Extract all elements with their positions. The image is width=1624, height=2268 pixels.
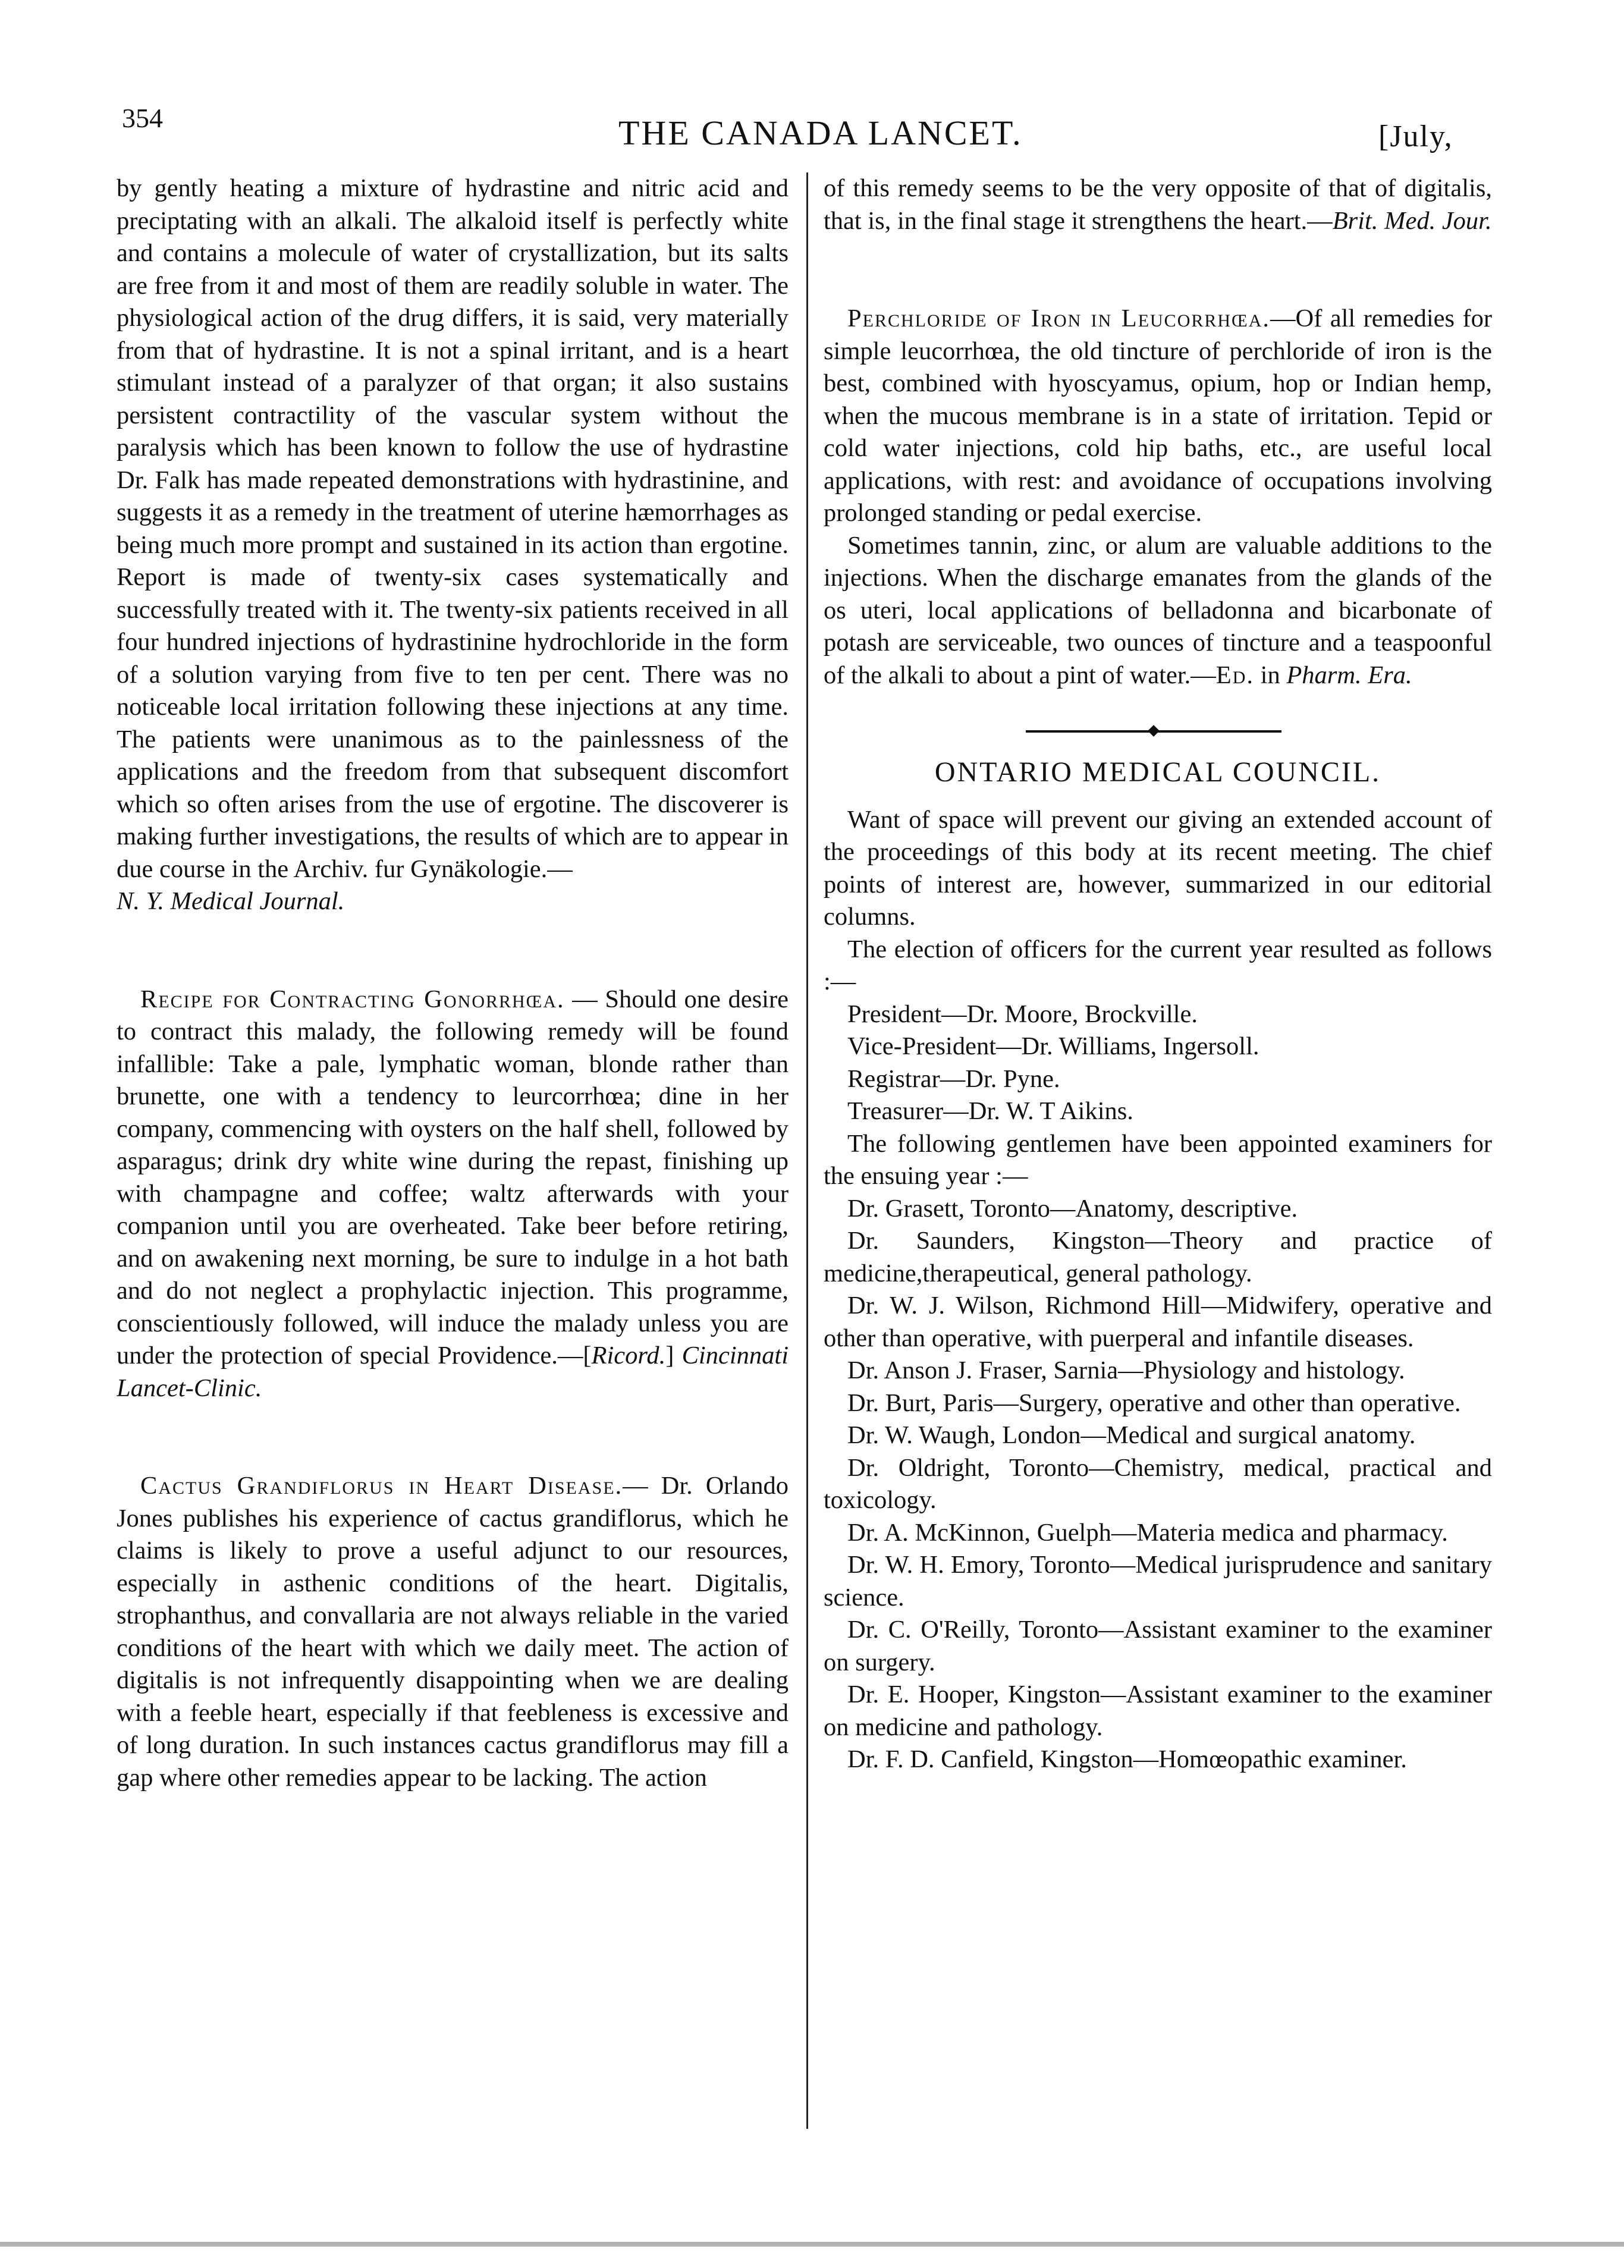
recipe-text: — Should one desire to contract this malady, the following remedy will be found infallible: Take a pale, lymphatic woman, blonde rather than brunette, one with a tendency to leurcorrhœa; dine in her company, commencing with oysters on the half shell, followed by asparagus; drink dry white wine during the repast, finishing up with champagne and coffee; waltz afterwards with your companion until you are overheated. Take beer before retiring, and on awakening next morning, be sure to indulge in a hot bath and do not neglect a prophylactic injection. This programme, conscientiously followed, will induce the malady unless you are under the protection of special Providence.—[ (117, 985, 789, 1369)
page-header (0, 0, 1624, 155)
column-divider (806, 172, 808, 2129)
recipe-title: Recipe for Contracting Gonorrhœa. (140, 985, 565, 1013)
examiner-item: Dr. Oldright, Toronto—Chemistry, medical, practical and toxicology. (824, 1453, 1492, 1514)
hydrastinine-source: N. Y. Medical Journal. (117, 887, 345, 915)
iron-in: in (1254, 661, 1287, 689)
recipe-close-bracket: ] (665, 1342, 682, 1369)
iron-editor: Ed. (1215, 661, 1255, 689)
council-intro: Want of space will prevent our giving an extended account of the proceedings of this body at its recent meeting. The chief points of interest are, however, summarized in our editorial columns. (824, 805, 1492, 931)
cactus-source: Brit. Med. Jour. (1332, 206, 1492, 235)
page-number: 354 (122, 103, 163, 133)
officers-list (824, 998, 1492, 1128)
examiner-item: Dr. Saunders, Kingston—Theory and practice of medicine,therapeutical, general pathology. (824, 1227, 1492, 1287)
iron-p2-text: Sometimes tannin, zinc, or alum are valuable additions to the injections. When the discharge emanates from the glands of the os uteri, local applications of belladonna and bicarbonate of potash are serviceable, two ounces of tincture and a teaspoonful of the alkali to about a pint of water.— (824, 531, 1492, 689)
hydrastinine-text: by gently heating a mixture of hydrastine and nitric acid and preciptating with an alkali. The alkaloid itself is perfectly white and contains a molecule of water of crystallization, but its salts are free from it and most of them are readily soluble in water. The physiological action of the drug differs, it is said, very materially from that of hydrastine. It is not a spinal irritant, and is a heart stimulant instead of a paralyzer of that organ; it also sustains persistent contractility of the vascular system without the paralysis which has been known to follow the use of hydrastine Dr. Falk has made repeated demonstrations with hydrastinine, and suggests it as a remedy in the treatment of uterine hæmorrhages as being much more prompt and sustained in its action than ergotine. Report is made of twenty-six cases systematically and successfully treated with it. The twenty-six patients received in all four hundred injections of hydrastinine hydrochloride in the form of a solution varying from five to ten per cent. There was no noticeable local irritation following these injections at any time. The patients were unanimous as to the painlessness of the applications and the freedom from that subsequent discomfort which so often arises from the use of ergotine. The discoverer is making further investigations, the results of which are to appear in due course in the Archiv. fur Gynäkologie.— (117, 174, 789, 883)
iron-article (824, 303, 1492, 530)
hydrastinine-article (117, 172, 789, 918)
council-heading: ONTARIO MEDICAL COUNCIL. (934, 756, 1381, 788)
cactus-continued (824, 172, 1492, 237)
cactus-text: — Dr. Orlando Jones publishes his experience of cactus grandiflorus, which he claims is likely to prove a useful adjunct to our resources, especially in asthenic conditions of the heart. Digitalis, strophanthus, and convallaria are not always reliable in the varied conditions of the heart with which we daily meet. The action of digitalis is not infrequently disappointing when we are dealing with a feeble heart, especially if that feebleness is excessive and of long duration. In such instances cactus grandiflorus may fill a gap where other remedies appear to be lacking. The action (117, 1472, 789, 1792)
officer-item: President—Dr. Moore, Brockville. (847, 1000, 1198, 1028)
cactus-cont-text: of this remedy seems to be the very opposite of that of digitalis, that is, in the final stage it strengthens the heart.— (824, 174, 1492, 235)
examiner-item: Dr. F. D. Canfield, Kingston—Homœopathic examiner. (847, 1745, 1407, 1773)
iron-paragraph-2 (824, 530, 1492, 692)
left-column (117, 172, 789, 2153)
iron-source: Pharm. Era. (1286, 661, 1412, 689)
running-title: THE CANADA LANCET. (618, 114, 1023, 152)
recipe-article (117, 984, 789, 1405)
examiner-item: Dr. Grasett, Toronto—Anatomy, descriptive. (847, 1194, 1298, 1223)
iron-title: Perchloride of Iron in Leucorrhœa. (847, 304, 1271, 332)
section-divider (824, 724, 1492, 739)
examiners-intro: The following gentlemen have been appointed examiners for the ensuing year :— (824, 1129, 1492, 1190)
examiner-item: Dr. E. Hooper, Kingston—Assistant examiner to the examiner on medicine and pathology. (824, 1680, 1492, 1741)
examiner-item: Dr. W. J. Wilson, Richmond Hill—Midwifery, operative and other than operative, with puerperal and infantile diseases. (824, 1292, 1492, 1352)
recipe-source: Cincinnati Lancet-Clinic. (117, 1342, 789, 1402)
examiner-item: Dr. A. McKinnon, Guelph—Materia medica and pharmacy. (847, 1518, 1448, 1547)
examiner-item: Dr. W. H. Emory, Toronto—Medical jurisprudence and sanitary science. (824, 1551, 1492, 1612)
recipe-ricord: Ricord. (591, 1342, 666, 1369)
iron-text: —Of all remedies for simple leucorrhœa, the old tincture of perchloride of iron is the best, combined with hyoscyamus, opium, hop or Indian hemp, when the mucous membrane is in a state of irritation. Tepid or cold water injections, cold hip baths, etc., are useful local applications, with rest: and avoidance of occupations involving prolonged standing or pedal exercise. (824, 304, 1492, 527)
right-column (824, 172, 1492, 2153)
examiner-item: Dr. Anson J. Fraser, Sarnia—Physiology and histology. (847, 1356, 1405, 1384)
officer-item: Registrar—Dr. Pyne. (847, 1064, 1060, 1093)
council-election: The election of officers for the current year resulted as follows :— (824, 935, 1492, 995)
cactus-article (117, 1470, 789, 1794)
officer-item: Treasurer—Dr. W. T Aikins. (847, 1097, 1133, 1125)
officer-item: Vice-President—Dr. Williams, Ingersoll. (847, 1032, 1259, 1060)
examiner-item: Dr. Burt, Paris—Surgery, operative and other than operative. (847, 1389, 1461, 1417)
examiner-item: Dr. W. Waugh, London—Medical and surgical anatomy. (847, 1421, 1416, 1449)
issue-month: [July, (1378, 120, 1453, 153)
cactus-title: Cactus Grandiflorus in Heart Disease. (140, 1472, 623, 1500)
scan-edge (0, 2242, 1624, 2247)
examiner-item: Dr. C. O'Reilly, Toronto—Assistant examiner to the examiner on surgery. (824, 1616, 1492, 1676)
examiners-list (824, 1193, 1492, 1776)
